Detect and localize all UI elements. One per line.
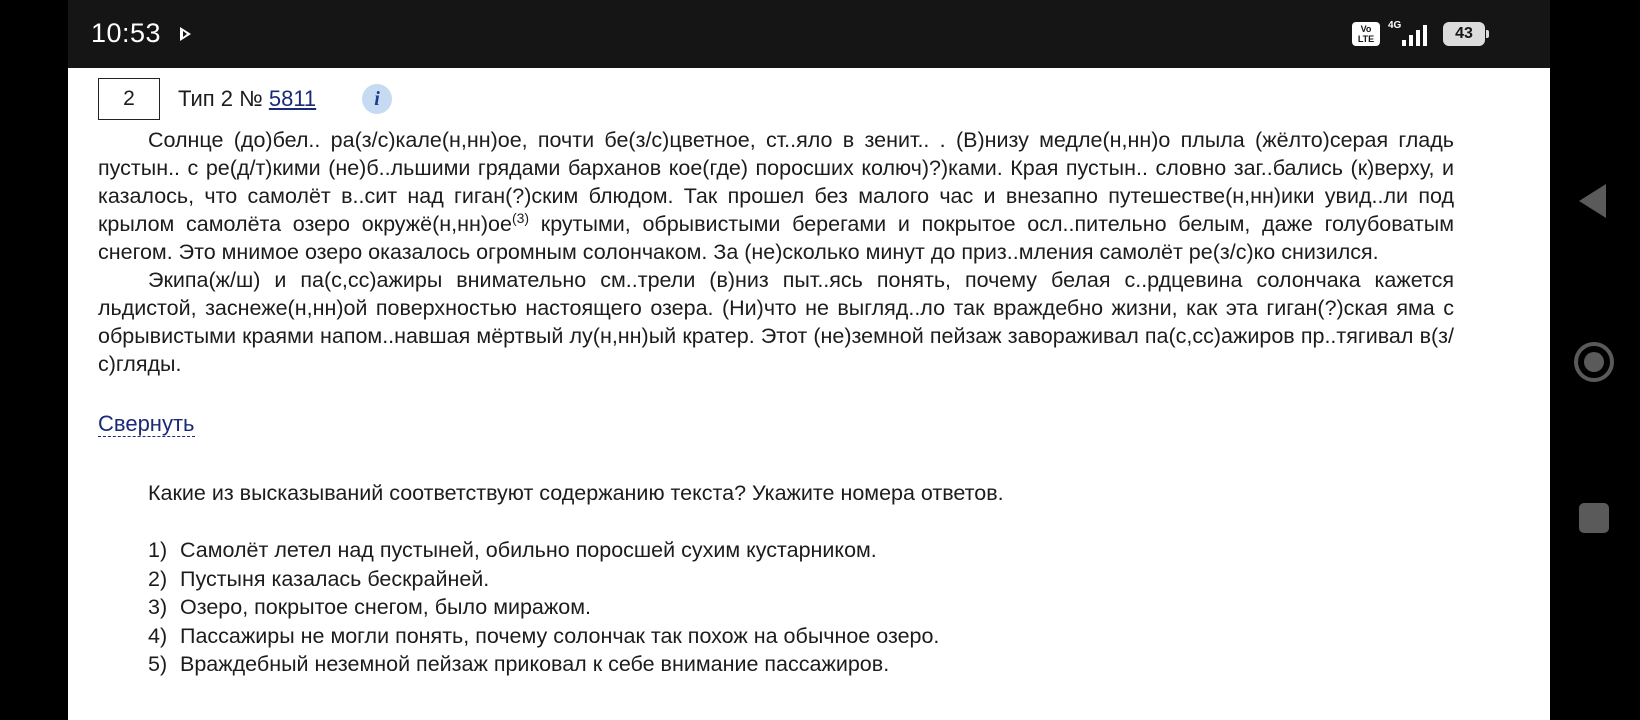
info-icon[interactable]: i: [362, 84, 392, 114]
answer-number: 2): [148, 566, 168, 591]
answer-number: 1): [148, 538, 168, 562]
task-type-label: [178, 86, 316, 112]
task-text: [98, 126, 1454, 378]
battery-icon: 43: [1443, 22, 1485, 46]
text-paragraph-1: [98, 126, 1454, 266]
answer-text: Пассажиры не могли понять, почему солончак так похож на обычное озеро.: [180, 623, 940, 648]
answer-text: Пустыня казалась бескрайней.: [180, 566, 490, 591]
paragraph-text: Экипа(ж/ш) и па(с,сс)ажиры внимательно см..трели (в)низ пыт..ясь понять, почему белая с..рдцевина солончака кажется льдистой, заснеже(н,нн)ой поверхностью настоящего озера. (Ни)что не выгляд..ло так враждебно жизни, как эта гиган(?)ская яма с обрывистыми краями напом..навшая мёртвый лу(н,нн)ый кратер. Этот (не)земной пейзаж завораживал па(с,сс)ажиров пр..тягивал в(з/с)гляды.: [98, 268, 1454, 376]
task-page: [68, 68, 1550, 720]
signal-icon: [1388, 20, 1432, 48]
answer-option: [148, 536, 939, 565]
task-type-text: Тип 2 №: [178, 86, 269, 111]
footnote-marker: (3): [511, 210, 530, 226]
paragraph-text: Солнце (до)бел.. ра(з/с)кале(н,нн)ое, почти бе(з/с)цветное, ст..яло в зенит.. . (В)низу медле(н,нн)о плыла (жёлто)серая гладь пустын.. с ре(д/т)кими (не)б..льшими грядами барханов кое(где) поросших колюч)?)ками. Края пустын.. словно заг..бались (к)верху, и казалось, что самолёт в..сит над гиган(?)ским блюдом. Так прошел без малого час и внезапно путешестве(н,нн)ики увид..ли под крылом самолёта озеро окружё(н,нн)ое: [98, 128, 1454, 236]
back-icon[interactable]: [1579, 184, 1606, 218]
task-id-link[interactable]: 5811: [268, 86, 317, 111]
navigation-bar: [1550, 0, 1640, 720]
volte-icon: Vo LTE: [1352, 22, 1380, 46]
status-bar: [68, 0, 1550, 68]
home-icon[interactable]: [1574, 342, 1614, 382]
paragraph-text: крутыми, обрывистыми берегами и покрытое осл..пительно белым, даже голубоватым снегом. Это мнимое озеро оказалось огромным солончаком. За (не)сколько минут до приз..мления самолёт ре(з/с)ко снизился.: [98, 212, 1454, 264]
task-number: 2: [98, 78, 160, 120]
answer-option: [148, 593, 939, 622]
answer-number: 3): [148, 595, 168, 619]
answer-option: [148, 565, 939, 594]
recents-icon[interactable]: [1579, 503, 1609, 533]
play-icon: [180, 27, 191, 41]
text-paragraph-2: [98, 266, 1454, 378]
answer-option: [148, 622, 939, 651]
question-text: Какие из высказываний соответствуют содержанию текста? Укажите номера ответов.: [148, 481, 1004, 505]
answer-number: 4): [148, 623, 168, 648]
answer-number: 5): [148, 652, 168, 676]
answer-text: Самолёт летел над пустыней, обильно поросшей сухим кустарником.: [180, 538, 877, 562]
answer-text: Озеро, покрытое снегом, было миражом.: [180, 595, 591, 619]
network-type-label: 4G: [1388, 20, 1402, 31]
collapse-link[interactable]: Свернуть: [98, 411, 195, 436]
answer-text: Враждебный неземной пейзаж приковал к себе внимание пассажиров.: [180, 652, 890, 676]
answer-option: [148, 650, 939, 679]
answer-list: [148, 536, 939, 679]
status-time: 10:53: [91, 18, 162, 48]
